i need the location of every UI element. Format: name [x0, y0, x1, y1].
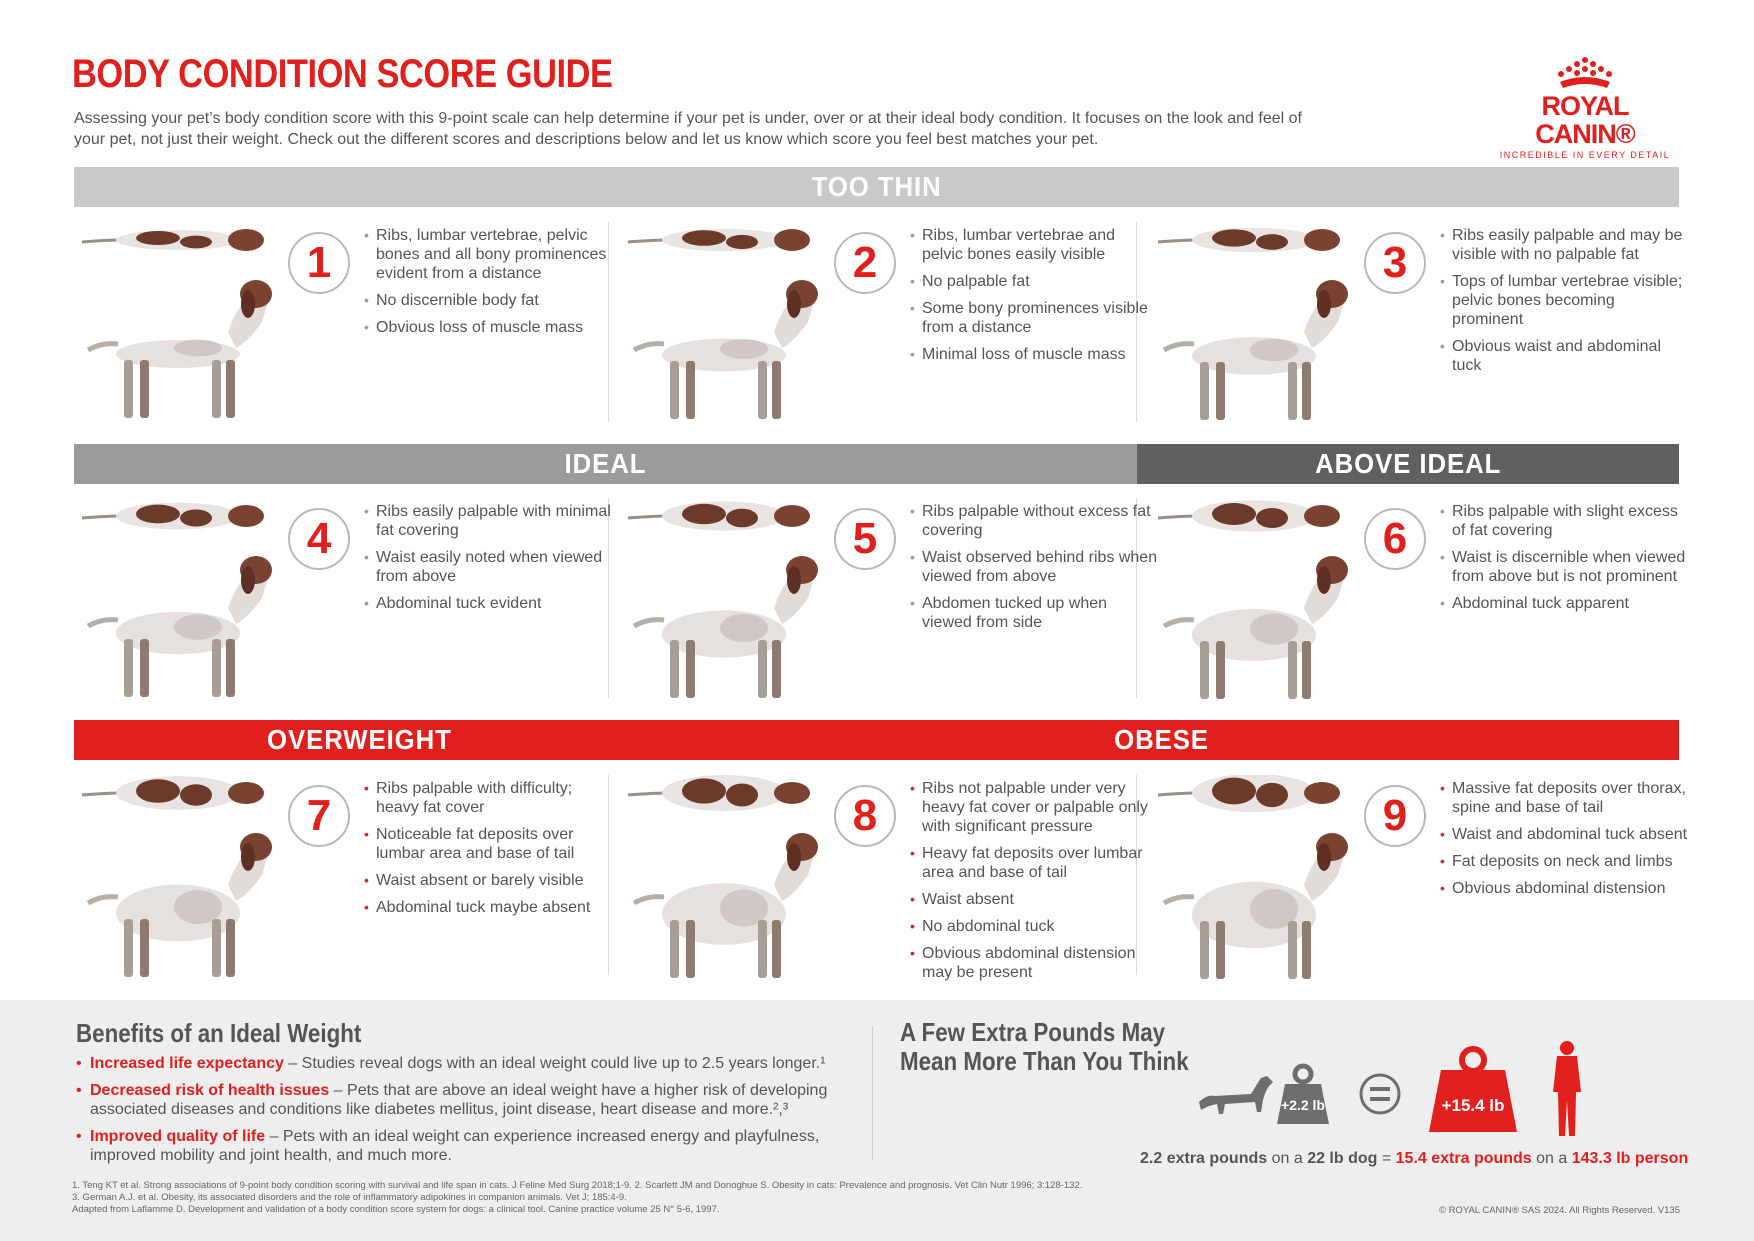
score-criterion: • Obvious abdominal distension: [1440, 879, 1688, 898]
score-criterion: • Ribs palpable without excess fat covering: [910, 502, 1158, 540]
score-card-3: [1150, 222, 1690, 452]
score-card-5: [620, 498, 1160, 728]
pounds-title: A Few Extra Pounds May Mean More Than You Think: [900, 1017, 1189, 1076]
brand-name: ROYAL CANIN®: [1535, 91, 1635, 149]
reference-line: 3. German A.J. et al. Obesity, its associated disorders and the role of inflammatory adipokines in companion animals. Vet J; 185:4-9.: [72, 1192, 627, 1203]
dog-top-view-icon: [1158, 500, 1340, 531]
score-criteria-list: [1440, 226, 1688, 383]
score-number: 6: [1364, 508, 1426, 570]
score-criterion: • Minimal loss of muscle mass: [910, 345, 1158, 364]
score-criteria-list: [910, 226, 1158, 372]
benefit-item: • Decreased risk of health issues – Pets that are above an ideal weight have a higher risk of developing associated diseases and conditions like diabetes mellitus, joint disease, heart disease and more.²,³: [76, 1081, 856, 1119]
equals-icon: [1361, 1075, 1399, 1113]
band-overweight: OVERWEIGHT: [74, 720, 644, 760]
band-ideal: IDEAL: [74, 444, 1137, 484]
large-weight-icon: [1429, 1049, 1517, 1132]
reference-line: 1. Teng KT et al. Strong associations of 9-point body condition scoring with survival and life span in cats. J Feline Med Surg 2018;1-9. 2. Scarlett JM and Donoghue S. Obesity in cats: Prevalence and prognosis. Vet Clin Nutr 1996; 3:128-132.: [72, 1180, 1083, 1191]
score-card-2: [620, 222, 1160, 452]
score-number: 8: [834, 785, 896, 847]
dog-top-view-icon: [1158, 228, 1340, 253]
dog-top-view-icon: [82, 503, 264, 530]
dog-side-view-icon: [1164, 556, 1348, 699]
score-criterion: • Abdomen tucked up when viewed from side: [910, 594, 1158, 632]
reference-line: Adapted from Laflamme D. Development and validation of a body condition score system for dogs: a clinical tool. Canine practice volume 25 N° 5-6, 1997.: [72, 1204, 720, 1215]
band-obese: OBESE: [644, 720, 1679, 760]
dog-illustration: [78, 498, 278, 708]
dog-illustration: [1154, 222, 1354, 432]
crown-icon: [1550, 56, 1620, 90]
score-criteria-list: [910, 502, 1158, 640]
page-title: BODY CONDITION SCORE GUIDE: [72, 52, 613, 96]
score-criterion: • Waist easily noted when viewed from above: [364, 548, 612, 586]
dog-side-view-icon: [1164, 833, 1348, 979]
score-criteria-list: [1440, 502, 1688, 621]
score-criterion: • Massive fat deposits over thorax, spine and base of tail: [1440, 779, 1688, 817]
dog-illustration: [1154, 775, 1354, 985]
score-criterion: • No abdominal tuck: [910, 917, 1158, 936]
dog-side-view-icon: [1164, 280, 1348, 420]
score-criterion: • Obvious waist and abdominal tuck: [1440, 337, 1688, 375]
score-number: 1: [288, 232, 350, 294]
score-criterion: • Some bony prominences visible from a distance: [910, 299, 1158, 337]
benefits-list: [76, 1054, 856, 1173]
small-weight-icon: [1277, 1066, 1329, 1124]
person-icon: [1553, 1041, 1581, 1136]
band-too-thin: TOO THIN: [74, 167, 1679, 207]
score-criterion: • Fat deposits on neck and limbs: [1440, 852, 1688, 871]
score-criterion: • Waist absent or barely visible: [364, 871, 612, 890]
score-card-8: [620, 775, 1160, 1005]
dog-illustration: [1154, 498, 1354, 708]
intro-text: Assessing your pet’s body condition score with this 9-point scale can help determine if your pet is under, over or at their ideal body condition. It focuses on the look and feel of your pet, not just their weight. Check out the different scores and descriptions below and let us know which score you feel best matches your pet.: [74, 110, 1302, 148]
score-criterion: • Obvious loss of muscle mass: [364, 318, 612, 337]
score-criterion: • Abdominal tuck maybe absent: [364, 898, 612, 917]
dog-side-view-icon: [634, 556, 818, 698]
score-criteria-list: [1440, 779, 1688, 906]
small-weight-label: +2.2 lb: [1281, 1097, 1325, 1113]
references: [72, 1180, 1272, 1216]
benefit-item: • Improved quality of life – Pets with an ideal weight can experience increased energy and playfulness, improved mobility and joint health, and much more.: [76, 1127, 856, 1165]
score-criterion: • Waist observed behind ribs when viewed from above: [910, 548, 1158, 586]
score-criterion: • No palpable fat: [910, 272, 1158, 291]
weight-equation: 2.2 extra pounds on a 22 lb dog = 15.4 extra pounds on a 143.3 lb person: [1140, 1150, 1689, 1167]
score-criterion: • Tops of lumbar vertebrae visible; pelvic bones becoming prominent: [1440, 272, 1688, 329]
royal-canin-logo: [1490, 56, 1680, 160]
score-number: 2: [834, 232, 896, 294]
score-criteria-list: [910, 779, 1158, 990]
score-criterion: • Heavy fat deposits over lumbar area and base of tail: [910, 844, 1158, 882]
benefit-item: • Increased life expectancy – Studies reveal dogs with an ideal weight could live up to 2.5 years longer.¹: [76, 1054, 856, 1073]
dog-illustration: [624, 222, 824, 432]
score-criteria-list: [364, 779, 612, 925]
score-criterion: • Ribs palpable with difficulty; heavy fat cover: [364, 779, 612, 817]
dog-top-view-icon: [628, 229, 810, 251]
copyright: © ROYAL CANIN® SAS 2024. All Rights Reserved. V135: [1438, 1205, 1680, 1216]
dog-side-view-icon: [88, 556, 272, 697]
score-criterion: • Abdominal tuck evident: [364, 594, 612, 613]
score-criterion: • Ribs not palpable under very heavy fat cover or palpable only with significant pressure: [910, 779, 1158, 836]
dog-side-view-icon: [88, 280, 272, 418]
score-criterion: • Ribs palpable with slight excess of fat covering: [1440, 502, 1688, 540]
score-criteria-list: [364, 502, 612, 621]
large-weight-label: +15.4 lb: [1441, 1096, 1505, 1115]
score-criterion: • Waist absent: [910, 890, 1158, 909]
score-criterion: • Ribs, lumbar vertebrae, pelvic bones and all bony prominences evident from a distance: [364, 226, 612, 283]
dog-side-view-icon: [634, 833, 818, 978]
weight-comparison-graphic: [1195, 1040, 1595, 1140]
score-criterion: • Waist is discernible when viewed from above but is not prominent: [1440, 548, 1688, 586]
score-card-7: [74, 775, 614, 1005]
dog-illustration: [78, 775, 278, 985]
dog-top-view-icon: [628, 775, 810, 811]
small-dog-icon: [1199, 1076, 1273, 1114]
dog-top-view-icon: [82, 229, 264, 251]
score-criterion: • Ribs, lumbar vertebrae and pelvic bones easily visible: [910, 226, 1158, 264]
dog-top-view-icon: [1158, 775, 1340, 812]
benefits-title: Benefits of an Ideal Weight: [76, 1018, 362, 1048]
dog-illustration: [624, 775, 824, 985]
score-criterion: • No discernible body fat: [364, 291, 612, 310]
dog-side-view-icon: [634, 280, 818, 419]
score-criterion: • Ribs easily palpable with minimal fat covering: [364, 502, 612, 540]
dog-top-view-icon: [628, 501, 810, 530]
score-criterion: • Waist and abdominal tuck absent: [1440, 825, 1688, 844]
score-criteria-list: [364, 226, 612, 345]
score-number: 7: [288, 785, 350, 847]
dog-top-view-icon: [82, 776, 264, 810]
score-criterion: • Noticeable fat deposits over lumbar area and base of tail: [364, 825, 612, 863]
score-criterion: • Ribs easily palpable and may be visible with no palpable fat: [1440, 226, 1688, 264]
score-card-9: [1150, 775, 1690, 1005]
footer-divider: [872, 1026, 873, 1160]
score-criterion: • Obvious abdominal distension may be present: [910, 944, 1158, 982]
score-number: 4: [288, 508, 350, 570]
score-number: 5: [834, 508, 896, 570]
band-above-ideal: ABOVE IDEAL: [1137, 444, 1679, 484]
brand-tagline: INCREDIBLE IN EVERY DETAIL: [1499, 150, 1671, 160]
dog-illustration: [78, 222, 278, 432]
score-number: 3: [1364, 232, 1426, 294]
score-number: 9: [1364, 785, 1426, 847]
score-card-1: [74, 222, 614, 452]
dog-illustration: [624, 498, 824, 708]
score-criterion: • Abdominal tuck apparent: [1440, 594, 1688, 613]
score-card-4: [74, 498, 614, 728]
dog-side-view-icon: [88, 833, 272, 977]
score-card-6: [1150, 498, 1690, 728]
